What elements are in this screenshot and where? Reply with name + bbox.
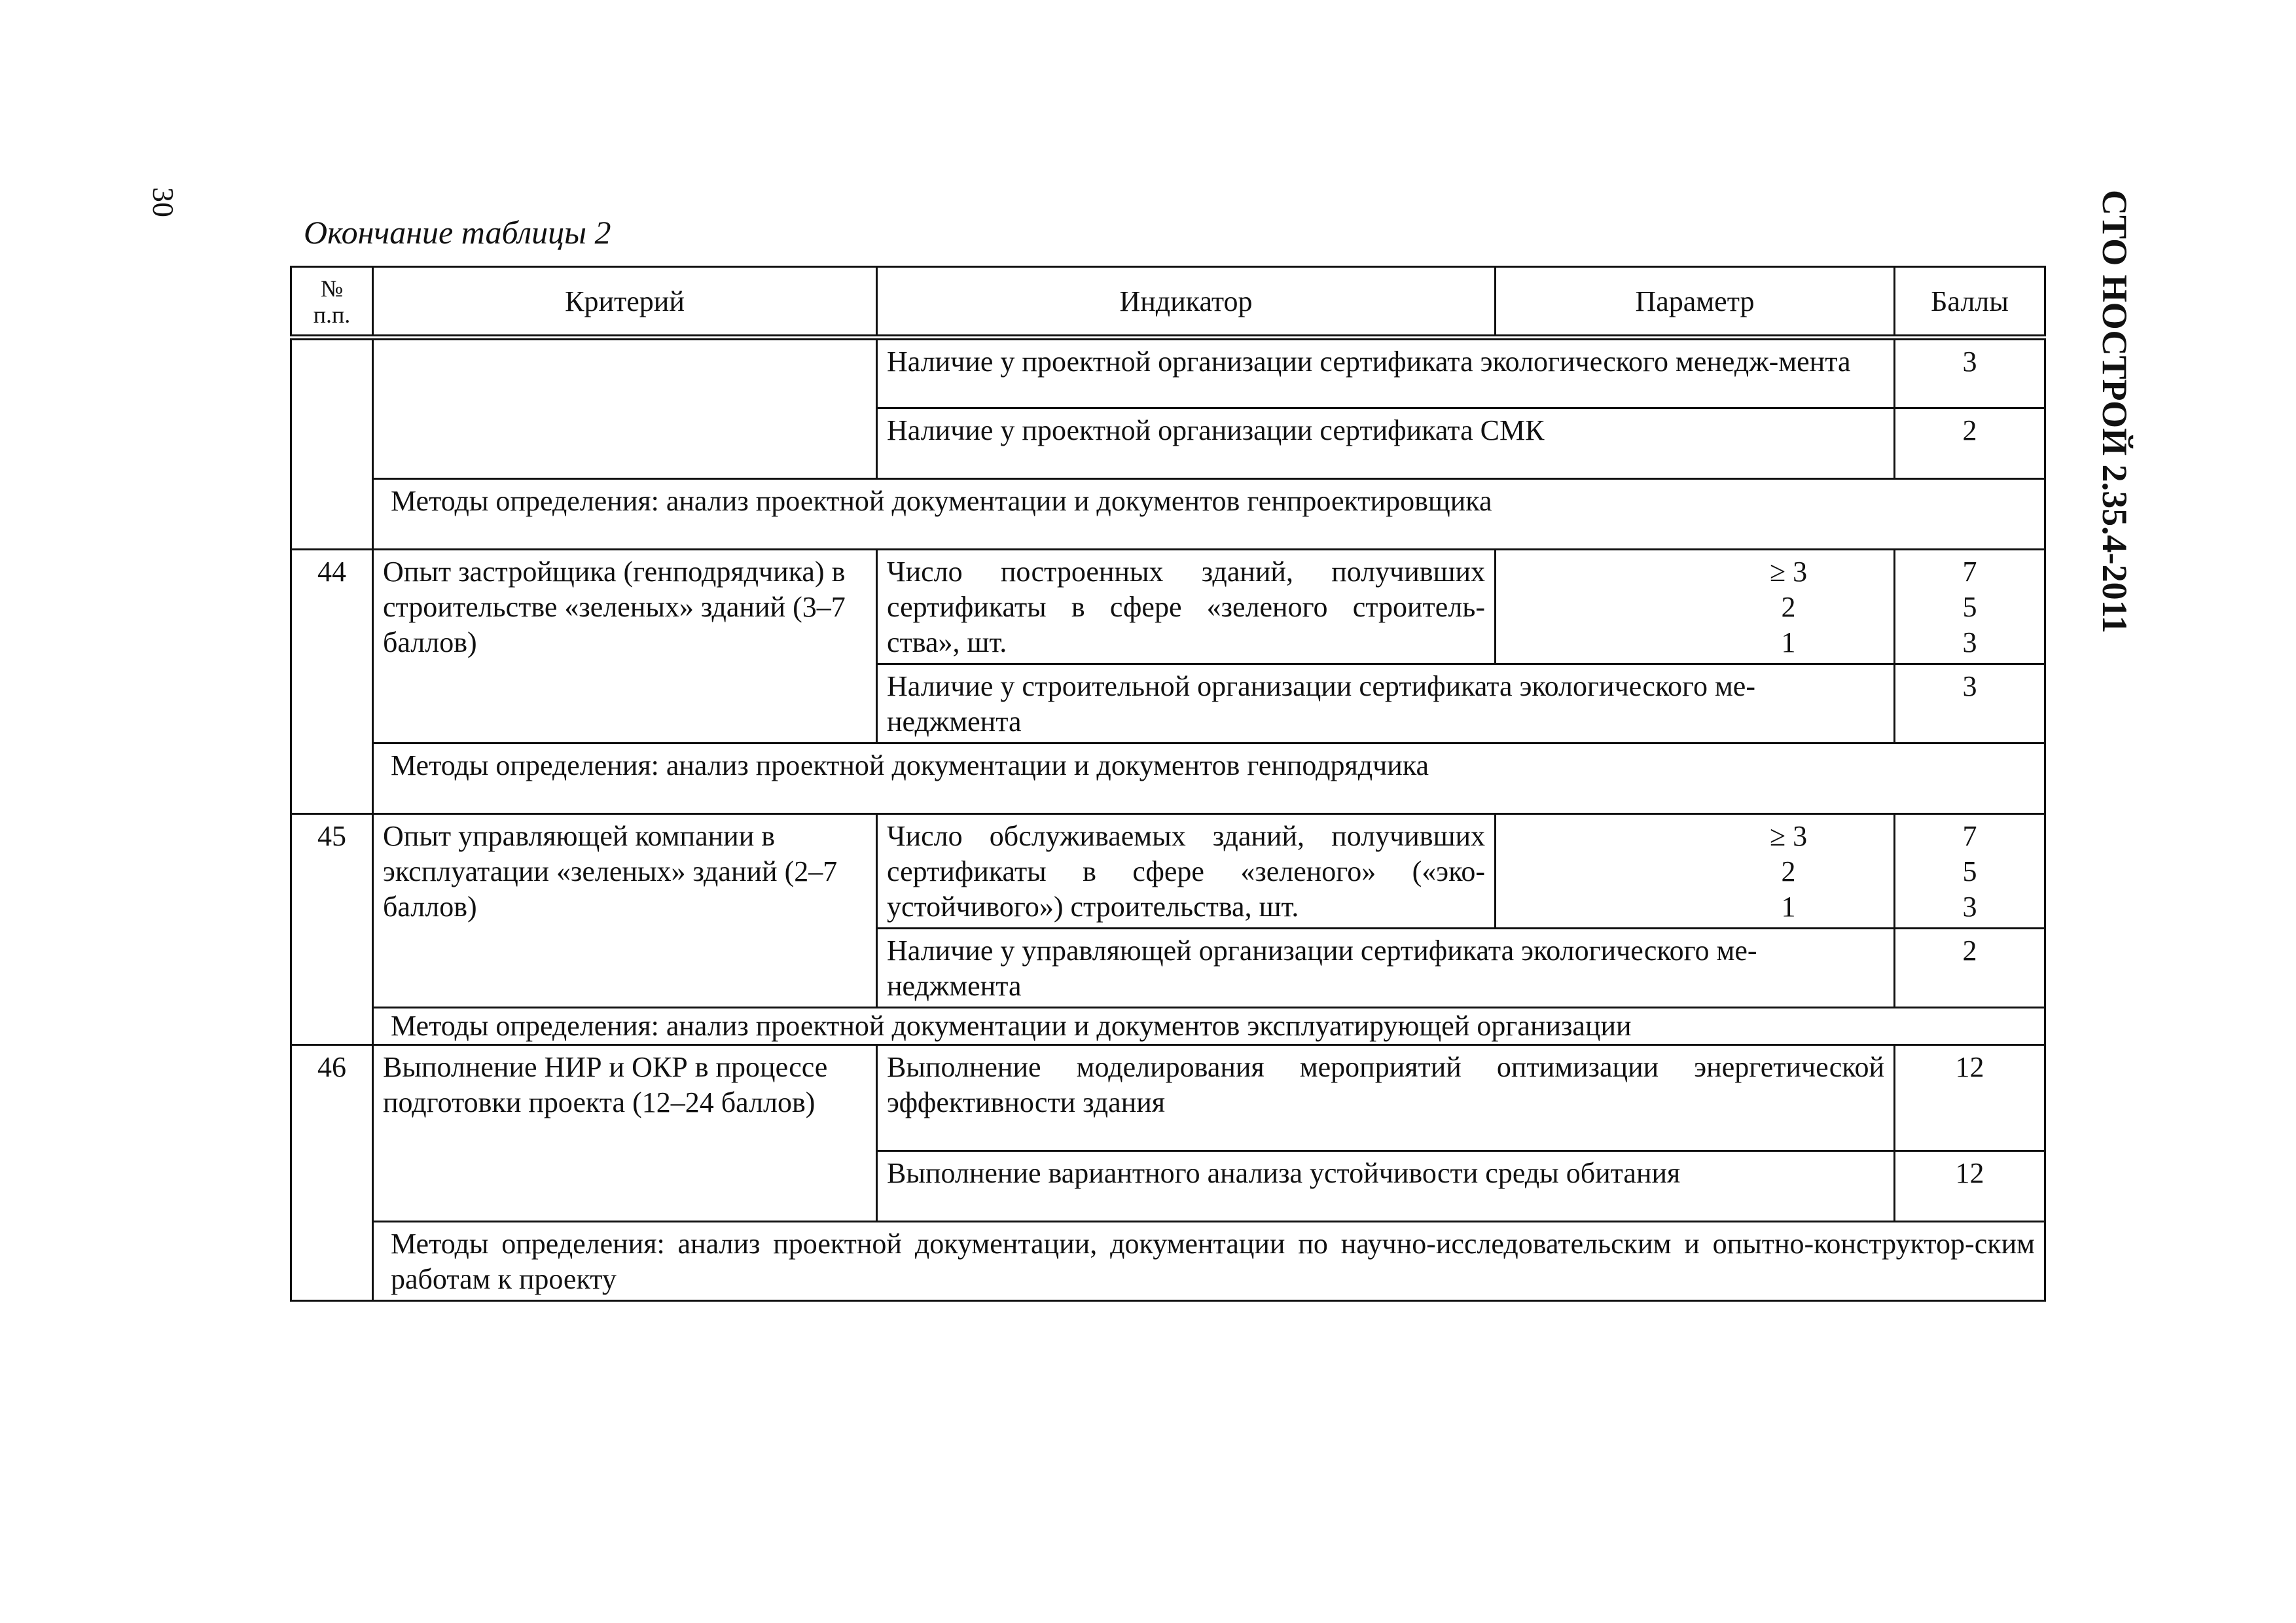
- header-criterion: Критерий: [373, 267, 877, 338]
- parameter-value: 1: [1781, 626, 1796, 658]
- methods-text: Методы определения: анализ проектной документации и документов генпроектировщика: [373, 479, 2045, 550]
- table-row: [291, 550, 2045, 664]
- parameter-value: 2: [1781, 855, 1796, 887]
- methods-row: [291, 743, 2045, 814]
- cell-indicator: Число построенных зданий, получивших сертификаты в сфере «зеленого строитель-ства», шт.: [877, 550, 1496, 664]
- methods-row: [291, 1008, 2045, 1045]
- parameter-value: 1: [1781, 891, 1796, 923]
- header-points: Баллы: [1895, 267, 2045, 338]
- cell-points: 12: [1895, 1151, 2045, 1222]
- points-value: 5: [1962, 855, 1977, 887]
- criteria-table: [290, 266, 2046, 1302]
- cell-points: 12: [1895, 1045, 2045, 1151]
- cell-criterion: Опыт управляющей компании в эксплуатации «зеленых» зданий (2–7 баллов): [373, 814, 877, 1008]
- cell-indicator: Наличие у управляющей организации сертификата экологического ме-неджмента: [877, 929, 1895, 1008]
- points-value: 7: [1962, 820, 1977, 852]
- methods-text: Методы определения: анализ проектной документации, документации по научно-исследовательским и опытно-конструктор-ским работам к проекту: [373, 1222, 2045, 1301]
- cell-indicator: Выполнение вариантного анализа устойчивости среды обитания: [877, 1151, 1895, 1222]
- table-row: [291, 1045, 2045, 1151]
- points-value: 5: [1962, 591, 1977, 623]
- parameter-value: ≥ 3: [1769, 556, 1808, 588]
- points-value: 3: [1962, 626, 1977, 658]
- cell-number: [291, 338, 373, 550]
- header-number: [291, 267, 373, 338]
- table-header-row: [291, 267, 2045, 338]
- cell-indicator: Наличие у строительной организации сертификата экологического ме-неджмента: [877, 664, 1895, 743]
- cell-criterion: Опыт застройщика (генподрядчика) в строительстве «зеленых» зданий (3–7 баллов): [373, 550, 877, 743]
- cell-points: 2: [1895, 929, 2045, 1008]
- cell-number: 44: [291, 550, 373, 814]
- header-indicator: Индикатор: [877, 267, 1496, 338]
- cell-number: 45: [291, 814, 373, 1045]
- parameter-value: 2: [1781, 591, 1796, 623]
- cell-points: [1895, 550, 2045, 664]
- standard-code: СТО НОСТРОЙ 2.35.4-2011: [2095, 190, 2134, 633]
- methods-text: Методы определения: анализ проектной документации и документов генподрядчика: [373, 743, 2045, 814]
- cell-points: 3: [1895, 338, 2045, 408]
- cell-parameter: [1496, 550, 1895, 664]
- parameter-value: ≥ 3: [1769, 820, 1808, 852]
- cell-parameter: [1496, 814, 1895, 929]
- methods-text: Методы определения: анализ проектной документации и документов эксплуатирующей организации: [373, 1008, 2045, 1045]
- cell-points: 2: [1895, 408, 2045, 479]
- cell-criterion: Выполнение НИР и ОКР в процессе подготовки проекта (12–24 баллов): [373, 1045, 877, 1222]
- cell-indicator: Наличие у проектной организации сертификата экологического менедж-мента: [877, 338, 1895, 408]
- methods-row: [291, 1222, 2045, 1301]
- header-number-line1: №: [320, 276, 344, 302]
- header-number-line2: п.п.: [313, 302, 351, 328]
- table-caption: Окончание таблицы 2: [304, 214, 611, 251]
- cell-indicator: Число обслуживаемых зданий, получивших сертификаты в сфере «зеленого» («эко-устойчивого») строительства, шт.: [877, 814, 1496, 929]
- cell-indicator: Наличие у проектной организации сертификата СМК: [877, 408, 1895, 479]
- table-row: [291, 814, 2045, 929]
- cell-points: 3: [1895, 664, 2045, 743]
- table-row: [291, 338, 2045, 408]
- points-value: 3: [1962, 891, 1977, 923]
- page-number: 30: [147, 187, 180, 217]
- cell-number: 46: [291, 1045, 373, 1301]
- methods-row: [291, 479, 2045, 550]
- header-parameter: Параметр: [1496, 267, 1895, 338]
- points-value: 7: [1962, 556, 1977, 588]
- cell-indicator: Выполнение моделирования мероприятий оптимизации энергетической эффективности здания: [877, 1045, 1895, 1151]
- cell-points: [1895, 814, 2045, 929]
- cell-criterion: [373, 338, 877, 479]
